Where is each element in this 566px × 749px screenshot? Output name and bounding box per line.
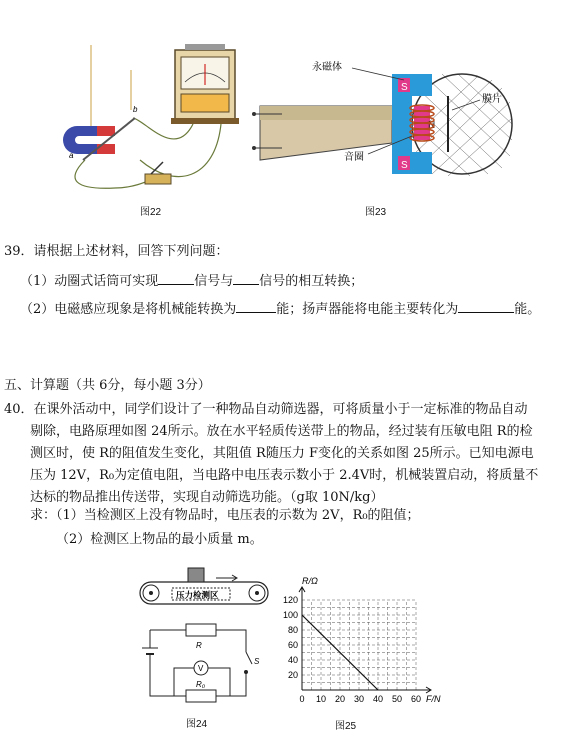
y-tick-label: 20	[287, 670, 298, 680]
label-a: a	[69, 151, 74, 160]
q40-line-4: 压为 12V，R₀为定值电阻，当电路中电压表示数小于 2.4V时，机械装置启动，将质量不	[30, 468, 539, 483]
label-r0: R₀	[196, 680, 206, 689]
q39-stem: 39．请根据上述材料，回答下列问题：	[4, 244, 229, 259]
label-magnet: 永磁体	[312, 62, 342, 73]
blank-4	[458, 298, 514, 313]
q39-p2-text-b: 能；扬声器能将电能主要转化为	[276, 302, 459, 317]
figure-24	[132, 560, 280, 708]
x-tick-label: 60	[410, 694, 422, 704]
q39-part1	[20, 270, 363, 292]
blank-1	[158, 270, 194, 285]
label-b: b	[133, 105, 138, 114]
y-tick-label: 80	[287, 625, 298, 635]
q39-p1-text-c: 信号的相互转换；	[259, 274, 364, 289]
x-tick-label: 40	[372, 694, 384, 704]
q40-sub-1: 求：（1）当检测区上没有物品时，电压表的示数为 2V，R₀的阻值；	[30, 508, 420, 523]
fig23-caption: 图23	[365, 207, 387, 218]
switch-s	[245, 652, 253, 674]
battery	[142, 648, 158, 660]
resistor-r0	[186, 690, 216, 702]
figure-25-chart	[276, 572, 446, 712]
object-box	[188, 568, 204, 582]
q39-part2	[20, 298, 540, 320]
chart-xlabel: F/N	[426, 694, 441, 704]
y-tick-label: 120	[282, 595, 298, 605]
fig24-caption: 图24	[186, 719, 208, 730]
q39-p1-text-b: 信号与	[194, 274, 234, 289]
q39-p1-text-a: （1）动圈式话筒可实现	[20, 274, 159, 289]
label-v: V	[198, 664, 204, 673]
fig22-caption: 图22	[140, 207, 162, 218]
chart-ylabel: R/Ω	[302, 576, 318, 586]
x-tick-label: 30	[353, 694, 365, 704]
galvanometer	[171, 44, 239, 124]
q40-line-5: 达标的物品推出传送带，实现自动筛选功能。（g取 10N/kg）	[30, 490, 384, 505]
blank-2	[233, 270, 259, 285]
pole-n: N	[428, 120, 436, 131]
blank-3	[236, 298, 276, 313]
pole-s-bottom: S	[401, 160, 408, 171]
figure-23	[252, 48, 522, 178]
fig25-caption: 图25	[335, 721, 357, 732]
x-tick-label: 20	[334, 694, 346, 704]
switch	[145, 162, 171, 184]
y-tick-label: 100	[282, 610, 298, 620]
y-tick-label: 60	[287, 640, 298, 650]
detect-zone-label: 压力检测区	[176, 590, 219, 600]
label-r: R	[196, 641, 202, 650]
section-5-heading: 五、计算题（共 6分，每小题 3分）	[4, 378, 211, 393]
label-coil: 音圈	[344, 152, 364, 163]
conveyor-belt	[140, 568, 268, 604]
pole-s-top: S	[401, 82, 408, 93]
q40-line-3: 测区时，使 R的阻值发生变化，其阻值 R随压力 F变化的关系如图 25所示。已知电源电	[30, 446, 534, 461]
label-diaphragm: 膜片	[482, 94, 502, 105]
q39-p2-text-a: （2）电磁感应现象是将机械能转换为	[20, 302, 237, 317]
q40-sub-2: （2）检测区上物品的最小质量 m。	[56, 532, 263, 547]
x-tick-label: 10	[315, 694, 327, 704]
resistor-r	[186, 624, 216, 636]
q39-p2-text-c: 能。	[514, 302, 541, 317]
label-s: S	[254, 657, 260, 666]
x-tick-label: 0	[299, 694, 305, 704]
voice-coil	[410, 105, 434, 141]
q40-line-1: 40．在课外活动中，同学们设计了一种物品自动筛选器，可将质量小于一定标准的物品自动	[4, 402, 528, 417]
figure-22	[55, 40, 245, 200]
x-tick-label: 50	[391, 694, 403, 704]
y-tick-label: 40	[287, 655, 298, 665]
q40-line-2: 剔除，电路原理如图 24所示。放在水平轻质传送带上的物品，经过装有压敏电阻 R的检	[30, 424, 533, 439]
